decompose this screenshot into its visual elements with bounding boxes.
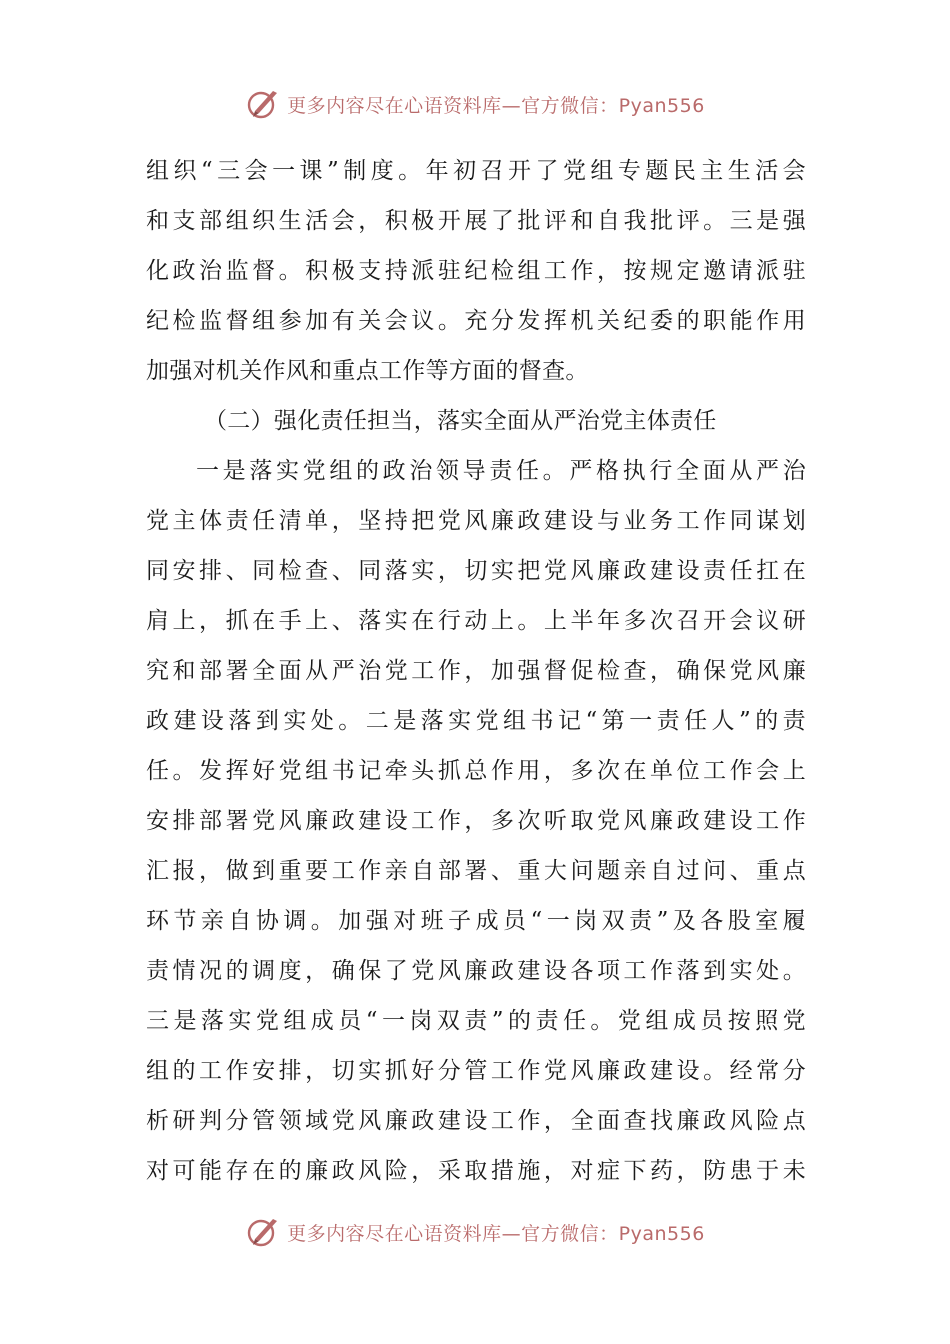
text-line: 化政治监督。积极支持派驻纪检组工作，按规定邀请派驻 <box>146 258 806 284</box>
footer-watermark <box>0 1212 950 1252</box>
header-watermark <box>0 84 950 124</box>
text-line: 纪检监督组参加有关会议。充分发挥机关纪委的职能作用 <box>146 308 806 334</box>
text-line: 组织“三会一课”制度。年初召开了党组专题民主生活会 <box>146 158 806 184</box>
text-line: 环节亲自协调。加强对班子成员“一岗双责”及各股室履 <box>146 908 806 934</box>
quill-logo-icon <box>245 87 281 121</box>
watermark-text: 更多内容尽在心语资料库—官方微信：Pyan556 <box>287 94 705 117</box>
section-heading: （二）强化责任担当，落实全面从严治党主体责任 <box>204 408 717 434</box>
text-line: 一是落实党组的政治领导责任。严格执行全面从严治 <box>196 458 806 484</box>
text-line: 对可能存在的廉政风险，采取措施，对症下药，防患于未 <box>146 1158 806 1184</box>
document-body <box>146 146 806 1196</box>
text-line: 同安排、同检查、同落实，切实把党风廉政建设责任扛在 <box>146 558 806 584</box>
text-line: 肩上，抓在手上、落实在行动上。上半年多次召开会议研 <box>146 608 806 634</box>
text-line: 政建设落到实处。二是落实党组书记“第一责任人”的责 <box>146 708 806 734</box>
text-line: 组的工作安排，切实抓好分管工作党风廉政建设。经常分 <box>146 1058 806 1084</box>
text-line: 析研判分管领域党风廉政建设工作，全面查找廉政风险点 <box>146 1108 806 1134</box>
text-line: 任。发挥好党组书记牵头抓总作用，多次在单位工作会上 <box>146 758 806 784</box>
text-line: 和支部组织生活会，积极开展了批评和自我批评。三是强 <box>146 208 806 234</box>
text-line: 责情况的调度，确保了党风廉政建设各项工作落到实处。 <box>146 958 806 984</box>
text-line: 加强对机关作风和重点工作等方面的督查。 <box>146 358 589 384</box>
text-line: 汇报，做到重要工作亲自部署、重大问题亲自过问、重点 <box>146 858 806 884</box>
text-line: 安排部署党风廉政建设工作，多次听取党风廉政建设工作 <box>146 808 806 834</box>
watermark-text: 更多内容尽在心语资料库—官方微信：Pyan556 <box>287 1222 705 1245</box>
text-line: 三是落实党组成员“一岗双责”的责任。党组成员按照党 <box>146 1008 806 1034</box>
text-line: 党主体责任清单，坚持把党风廉政建设与业务工作同谋划 <box>146 508 806 534</box>
quill-logo-icon <box>245 1215 281 1249</box>
text-line: 究和部署全面从严治党工作，加强督促检查，确保党风廉 <box>146 658 806 684</box>
